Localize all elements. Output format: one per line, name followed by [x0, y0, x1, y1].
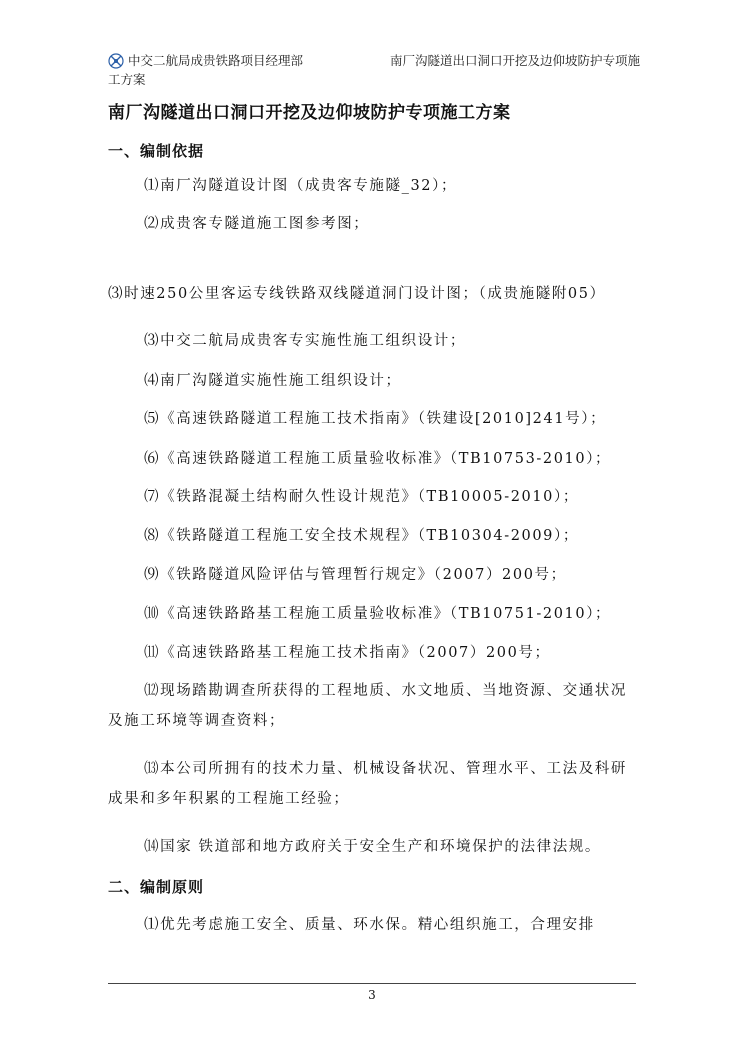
section-heading-basis: 一、编制依据: [108, 142, 205, 160]
document-title: 南厂沟隧道出口洞口开挖及边仰坡防护专项施工方案: [108, 103, 511, 123]
page-header: [108, 52, 640, 89]
basis-item-15: ⒁国家 铁道部和地方政府关于安全生产和环境保护的法律法规。: [144, 839, 602, 855]
header-org: 中交二航局成贵铁路项目经理部: [128, 53, 304, 68]
basis-item-10: ⑼《铁路隧道风险评估与管理暂行规定》（2007）200号；: [144, 567, 567, 583]
basis-item-9: ⑻《铁路隧道工程施工安全技术规程》（TB10304-2009）；: [144, 528, 579, 544]
principle-item-1: ⑴优先考虑施工安全、质量、环水保。精心组织施工，合理安排: [144, 917, 595, 933]
header-doc-title: 南厂沟隧道出口洞口开挖及边仰坡防护专项施: [389, 53, 640, 68]
header-doc-title-continued: 工方案: [108, 72, 146, 87]
basis-item-11: ⑽《高速铁路路基工程施工质量验收标准》（TB10751-2010）；: [144, 606, 612, 622]
basis-item-8: ⑺《铁路混凝土结构耐久性设计规范》（TB10005-2010）；: [144, 489, 579, 505]
page-number: 3: [368, 988, 376, 1002]
basis-item-14: ⒀本公司所拥有的技术力量、机械设备状况、管理水平、工法及科研成果和多年积累的工程施工经验；: [108, 761, 627, 807]
basis-item-1: ⑴南厂沟隧道设计图（成贵客专施隧_32）；: [144, 178, 458, 194]
basis-item-3: ⑶时速250公里客运专线铁路双线隧道洞门设计图；（成贵施隧附05）: [108, 286, 606, 302]
section-heading-principles: 二、编制原则: [108, 878, 205, 896]
basis-item-13: ⑿现场踏勘调查所获得的工程地质、水文地质、当地资源、交通状况及施工环境等调查资料；: [108, 683, 627, 729]
basis-item-4: ⑶中交二航局成贵客专实施性施工组织设计；: [144, 333, 466, 349]
basis-item-7: ⑹《高速铁路隧道工程施工质量验收标准》（TB10753-2010）；: [144, 451, 612, 467]
basis-item-6: ⑸《高速铁路隧道工程施工技术指南》（铁建设[2010]241号）；: [144, 411, 607, 427]
footer-divider: [108, 983, 636, 984]
basis-item-12: ⑾《高速铁路路基工程施工技术指南》（2007）200号；: [144, 645, 551, 661]
basis-item-2: ⑵成贵客专隧道施工图参考图；: [144, 216, 370, 232]
company-logo-icon: [108, 53, 124, 69]
basis-item-5: ⑷南厂沟隧道实施性施工组织设计；: [144, 373, 402, 389]
header-left: [108, 52, 303, 70]
